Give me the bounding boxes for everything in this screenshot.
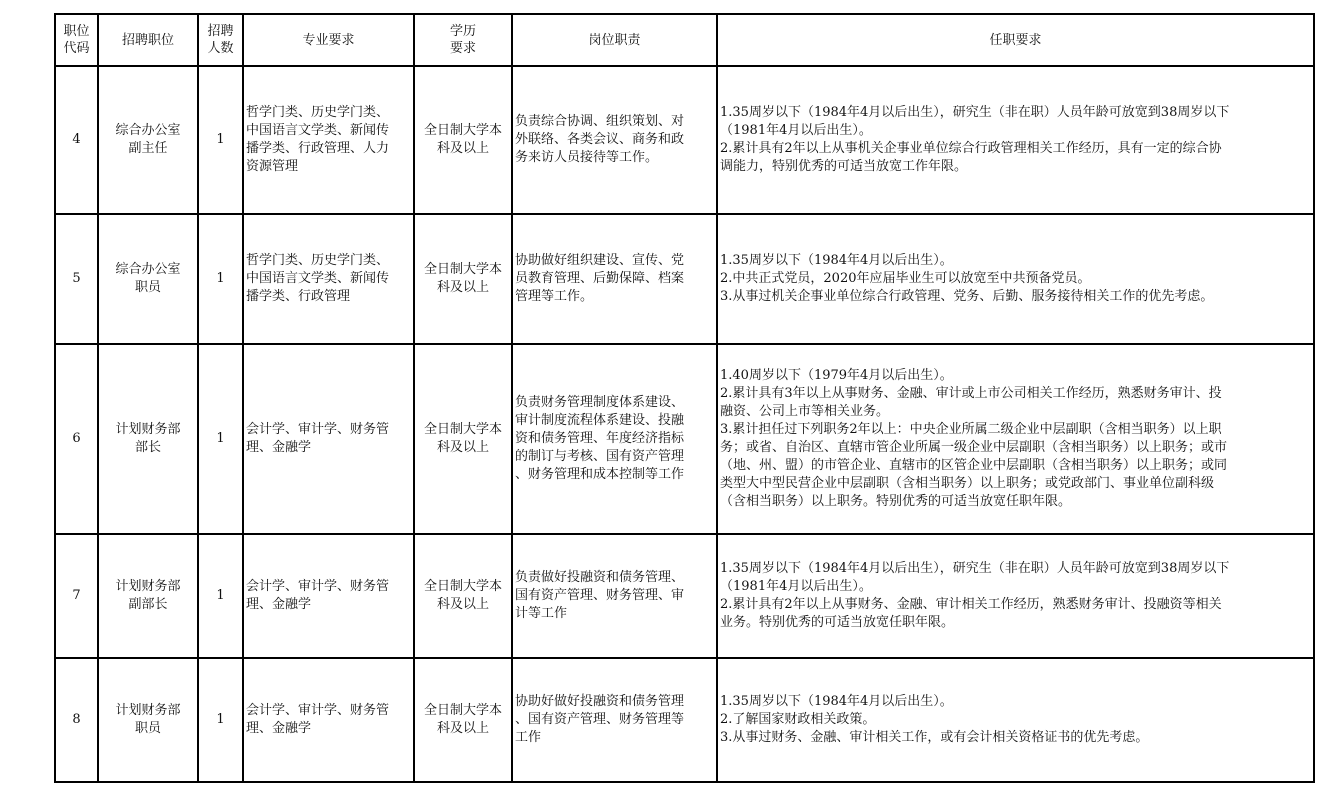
table-row: [55, 344, 1314, 534]
cell-requirement: 1.35周岁以下（1984年4月以后出生）。 2.中共正式党员，2020年应届毕业生可以放宽至中共预备党员。 3.从事过机关企事业单位综合行政管理、党务、后勤、服务接待相关工作的优先考虑。: [717, 214, 1314, 344]
cell-position: 综合办公室 副主任: [98, 66, 198, 214]
cell-major: 哲学门类、历史学门类、 中国语言文学类、新闻传 播学类、行政管理: [243, 214, 414, 344]
cell-education: 全日制大学本 科及以上: [414, 658, 512, 782]
header-position: 招聘职位: [98, 14, 198, 66]
cell-position: 计划财务部 部长: [98, 344, 198, 534]
cell-major: 会计学、审计学、财务管 理、金融学: [243, 658, 414, 782]
cell-duty: 协助好做好投融资和债务管理 、国有资产管理、财务管理等 工作: [512, 658, 717, 782]
cell-position: 计划财务部 职员: [98, 658, 198, 782]
table-row: [55, 214, 1314, 344]
header-duty: 岗位职责: [512, 14, 717, 66]
table-row: [55, 534, 1314, 658]
cell-major: 会计学、审计学、财务管 理、金融学: [243, 534, 414, 658]
cell-education: 全日制大学本 科及以上: [414, 214, 512, 344]
cell-major: 会计学、审计学、财务管 理、金融学: [243, 344, 414, 534]
header-code: 职位 代码: [55, 14, 98, 66]
cell-count: 1: [198, 66, 243, 214]
cell-code: 8: [55, 658, 98, 782]
cell-education: 全日制大学本 科及以上: [414, 66, 512, 214]
cell-code: 4: [55, 66, 98, 214]
cell-requirement: 1.35周岁以下（1984年4月以后出生）。 2.了解国家财政相关政策。 3.从事过财务、金融、审计相关工作，或有会计相关资格证书的优先考虑。: [717, 658, 1314, 782]
cell-code: 5: [55, 214, 98, 344]
header-count: 招聘 人数: [198, 14, 243, 66]
cell-count: 1: [198, 344, 243, 534]
header-major: 专业要求: [243, 14, 414, 66]
header-row: [55, 14, 1314, 66]
table-row: [55, 66, 1314, 214]
cell-duty: 负责做好投融资和债务管理、 国有资产管理、财务管理、审 计等工作: [512, 534, 717, 658]
cell-duty: 负责综合协调、组织策划、对 外联络、各类会议、商务和政 务来访人员接待等工作。: [512, 66, 717, 214]
cell-education: 全日制大学本 科及以上: [414, 534, 512, 658]
cell-position: 综合办公室 职员: [98, 214, 198, 344]
cell-duty: 负责财务管理制度体系建设、 审计制度流程体系建设、投融 资和债务管理、年度经济指标 的制订与考核、国有资产管理 、财务管理和成本控制等工作: [512, 344, 717, 534]
cell-count: 1: [198, 214, 243, 344]
cell-count: 1: [198, 534, 243, 658]
cell-major: 哲学门类、历史学门类、 中国语言文学类、新闻传 播学类、行政管理、人力 资源管理: [243, 66, 414, 214]
cell-duty: 协助做好组织建设、宣传、党 员教育管理、后勤保障、档案 管理等工作。: [512, 214, 717, 344]
table-row: [55, 658, 1314, 782]
cell-requirement: 1.35周岁以下（1984年4月以后出生），研究生（非在职）人员年龄可放宽到38周岁以下 （1981年4月以后出生）。 2.累计具有2年以上从事机关企事业单位综合行政管理相关工作经历，具有一定的综合协 调能力，特别优秀的可适当放宽工作年限。: [717, 66, 1314, 214]
cell-count: 1: [198, 658, 243, 782]
cell-code: 6: [55, 344, 98, 534]
recruitment-table: [54, 13, 1315, 783]
cell-requirement: 1.40周岁以下（1979年4月以后出生）。 2.累计具有3年以上从事财务、金融、审计或上市公司相关工作经历，熟悉财务审计、投 融资、公司上市等相关业务。 3.累计担任过下列职务2年以上：中央企业所属二级企业中层副职（含相当职务）以上职 务；或省、自治区、直辖市管企业所属一级企业中层副职（含相当职务）以上职务；或市 （地、州、盟）的市管企业、直辖市的区管企业中层副职（含相当职务）以上职务；或同 类型大中型民营企业中层副职（含相当职务）以上职务；或党政部门、事业单位副科级 （含相当职务）以上职务。特别优秀的可适当放宽任职年限。: [717, 344, 1314, 534]
cell-education: 全日制大学本 科及以上: [414, 344, 512, 534]
cell-code: 7: [55, 534, 98, 658]
header-requirement: 任职要求: [717, 14, 1314, 66]
header-education: 学历 要求: [414, 14, 512, 66]
cell-requirement: 1.35周岁以下（1984年4月以后出生），研究生（非在职）人员年龄可放宽到38周岁以下 （1981年4月以后出生）。 2.累计具有2年以上从事财务、金融、审计相关工作经历，熟悉财务审计、投融资等相关 业务。特别优秀的可适当放宽任职年限。: [717, 534, 1314, 658]
cell-position: 计划财务部 副部长: [98, 534, 198, 658]
